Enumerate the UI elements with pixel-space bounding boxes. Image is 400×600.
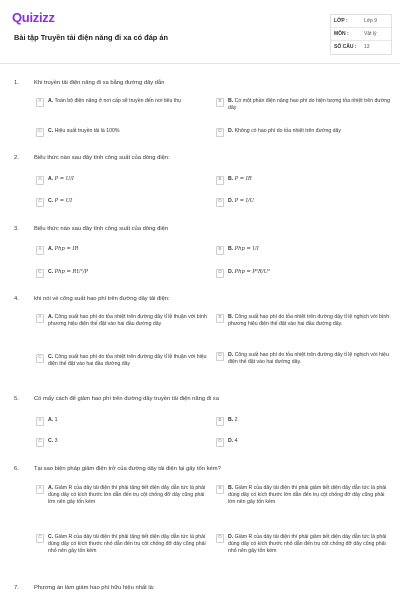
option-letter: C (36, 534, 44, 543)
option-d[interactable] (216, 352, 392, 366)
option-text: Toàn bộ điện năng ở nơi cấp sẽ truyền đến nơi tiêu thụ (54, 98, 181, 104)
option-b[interactable] (216, 417, 392, 426)
option-key: A. (48, 98, 54, 104)
option-letter: A (36, 314, 44, 323)
option-d[interactable] (216, 534, 392, 554)
option-key: C. (48, 354, 54, 360)
option-letter: B (216, 417, 224, 426)
option-formula: Php = RU²/P (54, 269, 89, 275)
meta-label: LỚP : (334, 17, 348, 24)
option-formula: Php = IR (54, 246, 79, 252)
option-a[interactable] (36, 417, 212, 426)
option-letter: C (36, 198, 44, 207)
option-b[interactable] (216, 314, 392, 328)
option-c[interactable] (36, 534, 212, 554)
option-key: D. (228, 128, 234, 134)
option-letter: D (216, 198, 224, 207)
meta-value: Lớp 9 (364, 17, 378, 24)
option-key: D. (228, 269, 234, 275)
question-number: 7. (14, 585, 19, 591)
option-letter: C (36, 269, 44, 278)
option-key: C. (48, 198, 54, 204)
option-text: 2 (234, 417, 238, 423)
option-c[interactable] (36, 438, 212, 447)
question-text: Phương án làm giảm hao phí hữu hiệu nhất là: (34, 585, 155, 591)
meta-row-question-count (331, 41, 391, 54)
option-letter: A (36, 417, 44, 426)
question-number: 4. (14, 296, 19, 302)
option-key: C. (48, 534, 54, 540)
question-number: 6. (14, 466, 19, 472)
option-text: Công suất hao phí do tỏa nhiệt trên đường dây tỉ lệ nghịch với hiệu điện thế đặt vào hai đường dây. (228, 352, 389, 365)
option-text: Không có hao phí do tỏa nhiệt trên đường dây (234, 128, 342, 134)
option-letter: D (216, 352, 224, 361)
option-text: 4 (234, 438, 238, 444)
option-key: B. (228, 246, 234, 252)
option-text: 1 (54, 417, 58, 423)
option-a[interactable] (36, 98, 212, 107)
option-a[interactable] (36, 314, 212, 328)
meta-label: MÔN : (334, 30, 349, 37)
option-b[interactable] (216, 246, 392, 255)
question-text: Có mấy cách để giảm hao phí trên đường dây truyền tải điện năng đi xa (34, 396, 219, 402)
option-formula: P = U/I (54, 176, 74, 182)
option-key: A. (48, 246, 54, 252)
option-letter: A (36, 485, 44, 494)
question-number: 1. (14, 80, 19, 86)
option-key: D. (228, 534, 234, 540)
worksheet-title: Bài tập Truyền tải điện năng đi xa có đáp án (14, 33, 169, 42)
option-text: Giảm R của dây tải điện thì phải giảm tiết diện dây dẫn tức là phải dùng dây có kích thước nhỏ dẫn đến trụ cột chống đỡ dây cũng phải nhỏ nên gây tốn kém (228, 534, 387, 554)
option-text: Giảm R của dây tải điện thì phải tăng tiết diện dây dẫn tức là phải dùng dây có kích thước nhỏ dẫn đến trụ cột chống đỡ dây cũng phải nhỏ nên gây tốn kém (48, 534, 206, 554)
option-text: Hiệu suất truyền tải là 100% (54, 128, 120, 134)
option-key: B. (228, 98, 234, 104)
option-d[interactable] (216, 269, 392, 278)
option-b[interactable] (216, 176, 392, 185)
option-d[interactable] (216, 198, 392, 207)
option-letter: B (216, 314, 224, 323)
option-letter: B (216, 485, 224, 494)
option-formula: P = UI (54, 198, 73, 204)
option-key: C. (48, 438, 54, 444)
option-key: B. (228, 314, 234, 320)
option-key: B. (228, 485, 234, 491)
option-letter: D (216, 438, 224, 447)
option-formula: Php = P²R/U² (234, 269, 271, 275)
option-text: Công suất hao phí do tỏa nhiệt trên đường dây tỉ lệ thuận với hiệu điện thế đặt vào hai đầu đường dây (48, 354, 207, 367)
option-letter: A (36, 98, 44, 107)
option-key: C. (48, 269, 54, 275)
meta-row-class (331, 15, 391, 28)
option-letter: B (216, 98, 224, 107)
option-text: Công suất hao phí do tỏa nhiệt trên đường dây tỉ lệ nghịch với bình phương hiệu điện thế đặt vào hai đầu đường dây. (228, 314, 390, 327)
option-b[interactable] (216, 485, 392, 505)
option-text: 3 (54, 438, 58, 444)
question-number: 3. (14, 226, 19, 232)
option-text: Công suất hao phí do tỏa nhiệt trên đường dây tỉ lệ thuận với bình phương hiệu điện thế đặt vào hai đầu đường dây (48, 314, 207, 327)
option-letter: C (36, 354, 44, 363)
meta-value: Vật lý (364, 30, 377, 37)
option-key: D. (228, 198, 234, 204)
option-key: D. (228, 438, 234, 444)
option-key: B. (228, 176, 234, 182)
option-letter: B (216, 246, 224, 255)
option-letter: B (216, 176, 224, 185)
option-c[interactable] (36, 128, 212, 137)
option-letter: A (36, 246, 44, 255)
option-key: A. (48, 485, 54, 491)
question-number: 5. (14, 396, 19, 402)
option-d[interactable] (216, 438, 392, 447)
option-formula: Php = UI (234, 246, 259, 252)
option-d[interactable] (216, 128, 392, 137)
meta-row-subject (331, 28, 391, 41)
option-key: A. (48, 417, 54, 423)
worksheet-header (0, 0, 400, 64)
option-key: B. (228, 417, 234, 423)
question-text: Biểu thức nào sau đây tính công suất của dòng điện: (34, 155, 170, 161)
option-a[interactable] (36, 485, 212, 505)
question-text: khi nói về công suất hao phí trên đường dây tải điện: (34, 296, 170, 302)
option-a[interactable] (36, 176, 212, 185)
quizizz-logo: Quizizz (12, 10, 55, 25)
option-letter: C (36, 438, 44, 447)
option-letter: C (36, 128, 44, 137)
option-letter: D (216, 534, 224, 543)
option-letter: D (216, 269, 224, 278)
question-text: Khi truyền tải điện năng đi xa bằng đường dây dẫn (34, 80, 165, 86)
option-key: A. (48, 314, 54, 320)
question-text: Tại sao biện pháp giảm điện trở của đường dây tải điện lại gây tốn kém? (34, 466, 221, 472)
option-c[interactable] (36, 198, 212, 207)
question-number: 2. (14, 155, 19, 161)
option-b[interactable] (216, 98, 392, 112)
option-a[interactable] (36, 246, 212, 255)
option-text: Giảm R của dây tải điện thì phải giảm tiết diện dây dẫn tức là phải dùng dây có kích thước lớn dẫn đến trụ cột chống đỡ dây cũng phải lớn nên gây tốn kém (228, 485, 387, 505)
option-formula: P = I/U (234, 198, 254, 204)
option-letter: D (216, 128, 224, 137)
option-formula: P = IR (234, 176, 252, 182)
option-c[interactable] (36, 354, 212, 368)
option-key: D. (228, 352, 234, 358)
option-text: Có một phần điện năng hao phí do hiện tượng tỏa nhiệt trên đường dây (228, 98, 391, 111)
option-key: A. (48, 176, 54, 182)
question-text: Biểu thức nào sau đây tính công suất của dòng điện (34, 226, 169, 232)
option-text: Giảm R của dây tải điện thì phải tăng tiết diện dây dẫn tức là phải dùng dây có kích thước lớn dẫn đến trụ cột chống đỡ dây cũng phải lớn nên gây tốn kém (48, 485, 206, 505)
worksheet-meta-box (330, 14, 392, 55)
meta-label: SỐ CÂU : (334, 44, 357, 51)
option-key: C. (48, 128, 54, 134)
meta-value: 13 (364, 44, 370, 51)
option-letter: A (36, 176, 44, 185)
option-c[interactable] (36, 269, 212, 278)
